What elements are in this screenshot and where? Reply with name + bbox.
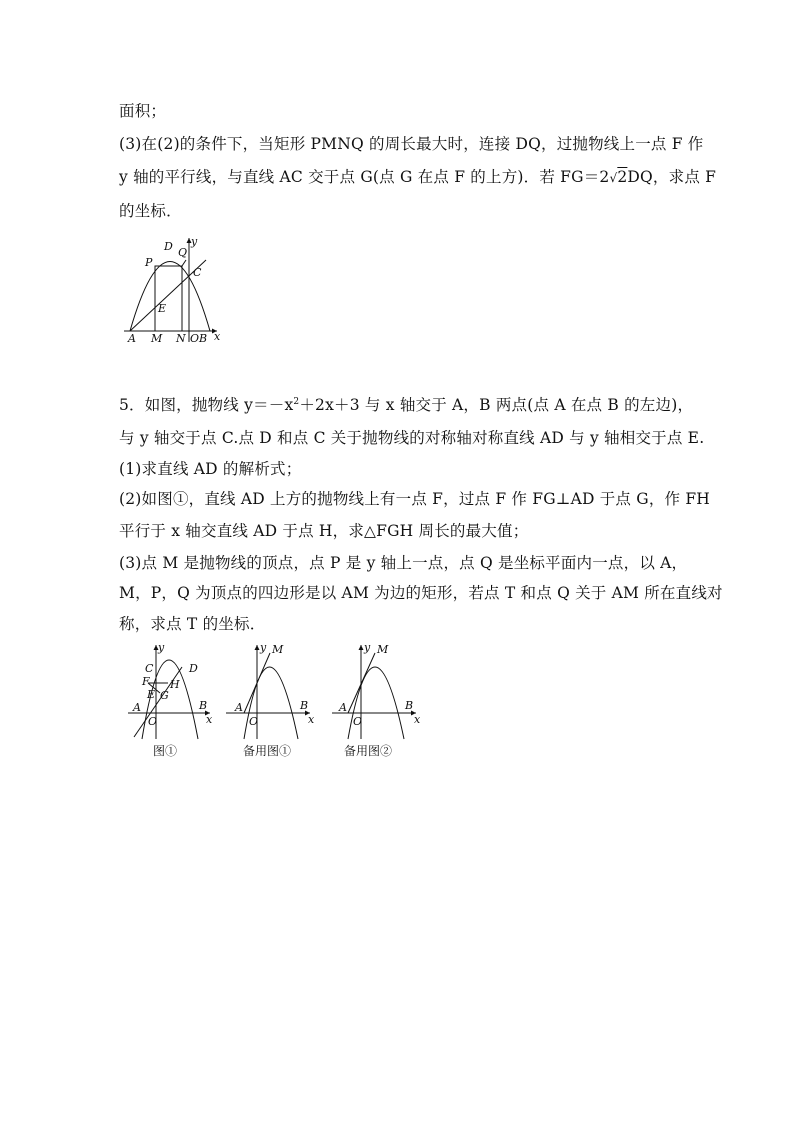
- p4-radicand: 2: [617, 168, 628, 186]
- label-x: x: [206, 713, 213, 726]
- p4-line-3: y 轴的平行线，与直线 AC 交于点 G(点 G 在点 F 的上方)．若 FG＝2√2DQ，求点 F: [119, 168, 717, 186]
- label-y: y: [260, 641, 267, 654]
- label-h: H: [170, 678, 180, 691]
- p5-exponent: 2: [293, 396, 300, 407]
- label-b: B: [300, 699, 309, 712]
- label-o: O: [148, 715, 158, 728]
- label-y: y: [158, 641, 165, 654]
- p5-figure-1: [124, 641, 220, 741]
- label-a: A: [339, 701, 347, 714]
- label-d: D: [164, 240, 173, 253]
- parabola: [348, 667, 404, 739]
- p4-line-3-c: DQ，求点 F: [627, 168, 717, 186]
- p5-line-4: (2)如图①，直线 AD 上方的抛物线上有一点 F，过点 F 作 FG⊥AD 于点 G，作 FH: [119, 490, 711, 508]
- y-arrow-icon: [255, 645, 260, 650]
- fig3-caption: 备用图②: [344, 744, 393, 758]
- y-arrow-icon: [359, 645, 364, 650]
- rectangle-pmnq: [155, 266, 182, 331]
- p4-line-1: 面积；: [119, 102, 167, 120]
- label-a: A: [133, 701, 141, 714]
- label-ob: OB: [190, 332, 208, 345]
- label-e: E: [158, 302, 167, 315]
- p5-line-5: 平行于 x 轴交直线 AD 于点 H，求△FGH 周长的最大值；: [119, 522, 529, 540]
- label-c: C: [193, 266, 202, 279]
- label-x: x: [414, 713, 421, 726]
- label-b: B: [405, 699, 414, 712]
- label-q: Q: [178, 246, 188, 259]
- segment-dq: [182, 260, 186, 266]
- p5-figure-2: [222, 641, 322, 741]
- p5-line-2: 与 y 轴交于点 C.点 D 和点 C 关于抛物线的对称轴对称直线 AD 与 y 轴相交于点 E.: [119, 429, 705, 447]
- label-g: G: [160, 689, 169, 702]
- p5-line-6: (3)点 M 是抛物线的顶点，点 P 是 y 轴上一点，点 Q 是坐标平面内一点，以 A，: [119, 554, 688, 572]
- label-c: C: [145, 662, 154, 675]
- label-y: y: [191, 235, 198, 248]
- label-o: O: [249, 715, 259, 728]
- label-a: A: [128, 332, 136, 345]
- label-x: x: [214, 330, 221, 343]
- p5-line-1-a: 5．如图，抛物线 y＝－x: [119, 396, 294, 414]
- label-x: x: [308, 713, 315, 726]
- label-m: M: [377, 643, 389, 656]
- p5-line-7: M，P，Q 为顶点的四边形是以 AM 为边的矩形，若点 T 和点 Q 关于 AM 所在直线对: [119, 584, 723, 602]
- p5-figure-3: [328, 641, 428, 741]
- p4-figure: [120, 232, 230, 347]
- label-d: D: [189, 662, 198, 675]
- label-e: E: [147, 688, 156, 701]
- label-y: y: [364, 641, 371, 654]
- p5-line-8: 称，求点 T 的坐标．: [119, 615, 266, 633]
- p4-line-3-a: y 轴的平行线，与直线 AC 交于点 G(点 G 在点 F 的上方)．若 FG＝2: [119, 168, 610, 186]
- label-p: P: [145, 256, 153, 269]
- p5-line-1: [119, 395, 693, 415]
- label-n: N: [176, 332, 186, 345]
- p4-line-4: 的坐标．: [119, 202, 182, 220]
- p5-line-3: (1)求直线 AD 的解析式；: [119, 460, 302, 478]
- label-o: O: [353, 715, 363, 728]
- p5-line-1-b: ＋2x＋3 与 x 轴交于 A，B 两点(点 A 在点 B 的左边)，: [299, 396, 694, 414]
- fig2-caption: 备用图①: [243, 744, 292, 758]
- label-b: B: [199, 699, 208, 712]
- label-m: M: [151, 332, 163, 345]
- label-m: M: [272, 643, 284, 656]
- label-f: F: [142, 675, 150, 688]
- parabola: [244, 667, 298, 739]
- fig1-caption: 图①: [153, 744, 178, 758]
- p4-line-2: (3)在(2)的条件下，当矩形 PMNQ 的周长最大时，连接 DQ，过抛物线上一点 F 作: [119, 135, 704, 153]
- label-a: A: [235, 701, 243, 714]
